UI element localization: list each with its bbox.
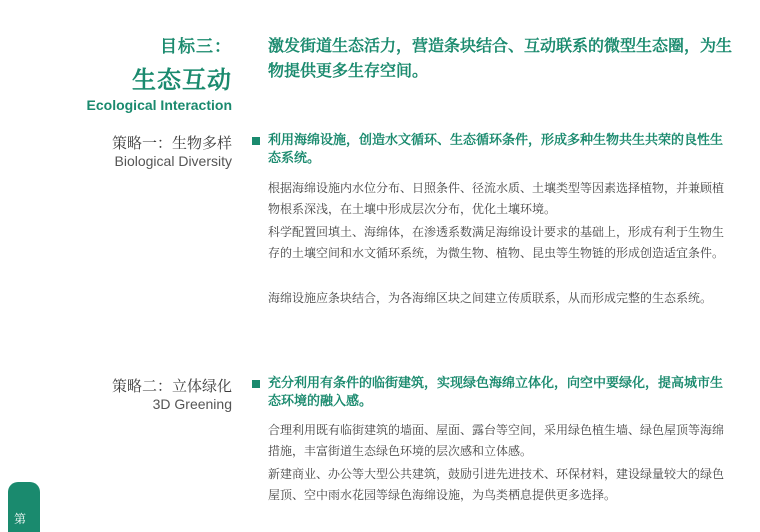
bullet-square-icon	[252, 137, 260, 145]
strategy-1-title-en: Biological Diversity	[114, 153, 232, 169]
strategy-2-bullet-text: 充分利用有条件的临街建筑，实现绿色海绵立体化，向空中要绿化，提高城市生态环境的融入感。	[268, 376, 724, 409]
strategy-2-title: 策略二：立体绿化	[111, 377, 232, 395]
goal-description: 激发街道生态活力，营造条块结合、互动联系的微型生态圈，为生物提供更多生存空间。	[268, 36, 733, 80]
chapter-tab-label: 第	[14, 512, 27, 526]
strategy-2-title-en: 3D Greening	[152, 396, 232, 412]
strategy-1-paragraph-1: 根据海绵设施内水位分布、日照条件、径流水质、土壤类型等因素选择植物，并兼顾植物根系深浅，在土壤中形成层次分布，优化土壤环境。	[268, 181, 725, 216]
strategy-1-bullet-text: 利用海绵设施，创造水文循环、生态循环条件，形成多种生物共生共荣的良性生态系统。	[268, 133, 724, 166]
bullet-square-icon	[252, 380, 260, 388]
goal-title-en: Ecological Interaction	[86, 97, 232, 113]
strategy-2-bullet	[252, 375, 730, 411]
strategy-2-paragraph-1: 合理利用既有临街建筑的墙面、屋面、露台等空间，采用绿色植生墙、绿色屋顶等海绵措施，丰富街道生态绿色环境的层次感和立体感。	[268, 423, 725, 458]
strategy-1-bullet	[252, 132, 730, 168]
strategy-1-paragraph-2: 科学配置回填土、海绵体，在渗透系数满足海绵设计要求的基础上，形成有利于生物生存的土壤空间和水文循环系统，为微生物、植物、昆虫等生物链的形成创造适宜条件。	[268, 225, 725, 260]
strategy-1-paragraph-3: 海绵设施应条块结合，为各海绵区块之间建立传质联系，从而形成完整的生态系统。	[268, 291, 713, 305]
strategy-1-title: 策略一：生物多样	[111, 134, 232, 152]
goal-title: 生态互动	[132, 66, 232, 94]
strategy-2-paragraph-2: 新建商业、办公等大型公共建筑，鼓励引进先进技术、环保材料，建设绿量较大的绿色屋顶、空中雨水花园等绿色海绵设施，为鸟类栖息提供更多选择。	[268, 467, 725, 502]
goal-label: 目标三：	[160, 37, 232, 57]
